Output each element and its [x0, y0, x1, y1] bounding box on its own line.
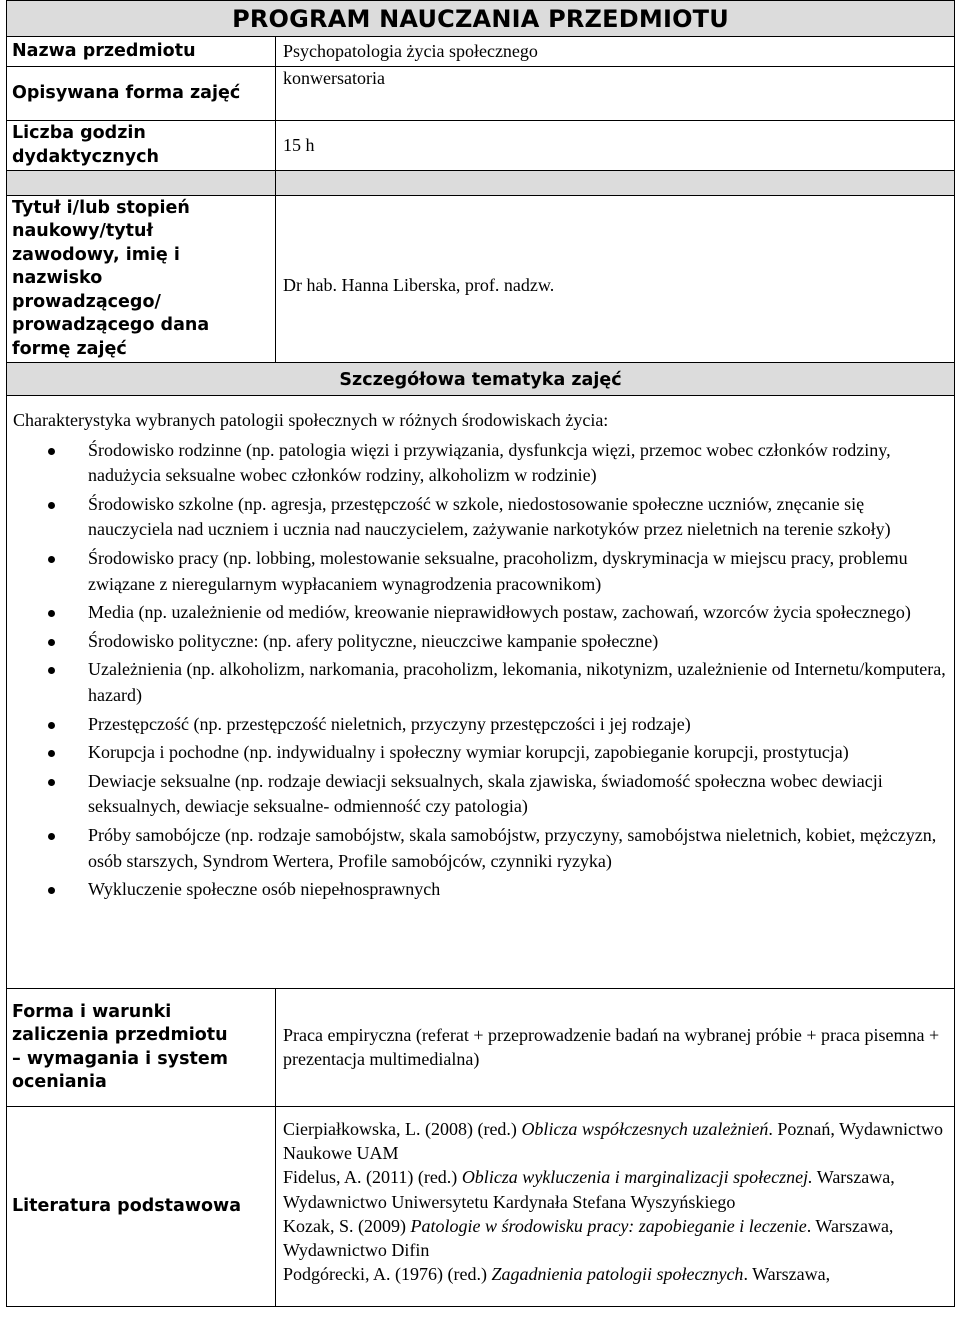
list-item-text: Dewiacje seksualne (np. rodzaje dewiacji seksualnych, skala zjawiska, świadomość społeczna wobec dewiacji seksualnych, dewiacje seksualne- odmienność czy patologia): [88, 770, 883, 817]
list-item-text: Środowisko pracy (np. lobbing, molestowanie seksualne, pracoholizm, dyskryminacja w miejscu pracy, problemu związane z nieregularnym wypłacaniem wynagrodzenia pracownikom): [88, 547, 908, 594]
teacher-label-line: formę zajęć: [12, 338, 127, 359]
teacher-label-line: nazwisko: [12, 268, 103, 289]
teacher-label-line: naukowy/tytuł: [12, 221, 153, 242]
program-table: [6, 0, 955, 1307]
list-item: [88, 600, 949, 626]
assessment-value: Praca empiryczna (referat + przeprowadzenie badań na wybranej próbie + praca pisemna + prezentacja multimedialna): [276, 989, 955, 1107]
bullet-icon: [48, 722, 55, 729]
assessment-label-line: zaliczenia przedmiotu: [12, 1025, 228, 1045]
assessment-label: [7, 989, 276, 1107]
teacher-label: [7, 196, 276, 363]
teacher-label-line: zawodowy, imię i: [12, 244, 180, 265]
list-item-text: Korupcja i pochodne (np. indywidualny i społeczny wymiar korupcji, zapobieganie korupcji, prostytucja): [88, 742, 849, 763]
list-item: [88, 712, 949, 738]
list-item: [88, 546, 949, 597]
assessment-label-line: – wymagania i system: [12, 1048, 228, 1069]
list-item-text: Uzależnienia (np. alkoholizm, narkomania, pracoholizm, lekomania, nikotynizm, uzależnienie od Internetu/komputera, hazard): [88, 659, 946, 705]
hours-value: 15 h: [276, 121, 955, 171]
literature-label: Literatura podstawowa: [7, 1107, 276, 1307]
teacher-value: Dr hab. Hanna Liberska, prof. nadzw.: [276, 196, 955, 363]
page-title: PROGRAM NAUCZANIA PRZEDMIOTU: [7, 1, 955, 37]
teacher-label-line: prowadzącego/: [12, 291, 161, 312]
form-value: konwersatoria: [276, 67, 955, 121]
bullet-icon: [48, 556, 55, 563]
literature-list: [276, 1107, 955, 1307]
bullet-icon: [48, 887, 55, 894]
literature-entry: Cierpiałkowska, L. (2008) (red.) Oblicza współczesnych uzależnień. Poznań, Wydawnictwo Naukowe UAM: [283, 1119, 943, 1164]
hours-label: [7, 121, 276, 171]
bullet-icon: [48, 750, 55, 757]
list-item: [88, 629, 949, 655]
literature-entry: Podgórecki, A. (1976) (red.) Zagadnienia patologii społecznych. Warszawa,: [283, 1264, 831, 1285]
list-item: [88, 438, 949, 489]
list-item-text: Wykluczenie społeczne osób niepełnosprawnych: [88, 879, 441, 900]
bullet-icon: [48, 610, 55, 617]
assessment-label-line: Forma i warunki: [12, 1001, 172, 1022]
list-item: [88, 740, 949, 766]
spacer-row: [7, 171, 955, 196]
literature-entry: Fidelus, A. (2011) (red.) Oblicza wykluczenia i marginalizacji społecznej. Warszawa, Wydawnictwo Uniwersytetu Kardynała Stefana Wyszyńskiego: [283, 1167, 895, 1212]
bullet-icon: [48, 639, 55, 646]
teacher-label-line: prowadzącego dana: [12, 315, 210, 336]
bullet-icon: [48, 833, 55, 840]
list-item-text: Media (np. uzależnienie od mediów, kreowanie nieprawidłowych postaw, zachowań, wzorców życia społecznego): [88, 602, 911, 623]
list-item: [88, 769, 949, 820]
list-item-text: Próby samobójcze (np. rodzaje samobójstw, skala samobójstw, przyczyny, samobójstwa nieletnich, kobiet, mężczyzn, osób starszych, Syndrom Wertera, Profile samobójców, czynniki ryzyka): [88, 824, 937, 871]
subject-label: Nazwa przedmiotu: [7, 37, 276, 67]
form-label: Opisywana forma zajęć: [7, 67, 276, 121]
list-item-text: Środowisko polityczne: (np. afery polityczne, nieuczciwe kampanie społeczne): [88, 630, 659, 651]
bullet-icon: [48, 448, 55, 455]
list-item: [88, 657, 949, 708]
list-item-text: Środowisko rodzinne (np. patologia więzi i przywiązania, dysfunkcja więzi, przemoc wobec członków rodziny, nadużycia seksualne wobec członków rodziny, alkoholizm w rodzinie): [88, 439, 891, 486]
list-item-text: Przestępczość (np. przestępczość nieletnich, przyczyny przestępczości i jej rodzaje): [88, 713, 691, 734]
bullet-icon: [48, 667, 55, 674]
list-item-text: Środowisko szkolne (np. agresja, przestępczość w szkole, niedostosowanie społeczne uczniów, znęcanie się nauczyciela nad uczniem i ucznia nad nauczycielem, zażywanie narkotyków przez nieletnich na terenie szkoły): [88, 493, 891, 540]
assessment-label-line: oceniania: [12, 1072, 107, 1092]
list-item: [88, 823, 949, 874]
topics-list: [13, 438, 949, 903]
topics-heading: Szczegółowa tematyka zajęć: [7, 363, 955, 396]
literature-entry: Kozak, S. (2009) Patologie w środowisku pracy: zapobieganie i leczenie. Warszawa, Wydawnictwo Difin: [283, 1215, 894, 1261]
subject-value: Psychopatologia życia społecznego: [276, 37, 955, 67]
hours-label-line-1: Liczba godzin: [12, 123, 146, 143]
bullet-icon: [48, 502, 55, 509]
hours-label-line-2: dydaktycznych: [12, 146, 159, 167]
topics-content: [7, 396, 955, 989]
teacher-label-line: Tytuł i/lub stopień: [12, 197, 190, 218]
topics-intro: Charakterystyka wybranych patologii społecznych w różnych środowiskach życia:: [13, 410, 609, 430]
bullet-icon: [48, 779, 55, 786]
list-item: [88, 492, 949, 543]
list-item: [88, 877, 949, 903]
